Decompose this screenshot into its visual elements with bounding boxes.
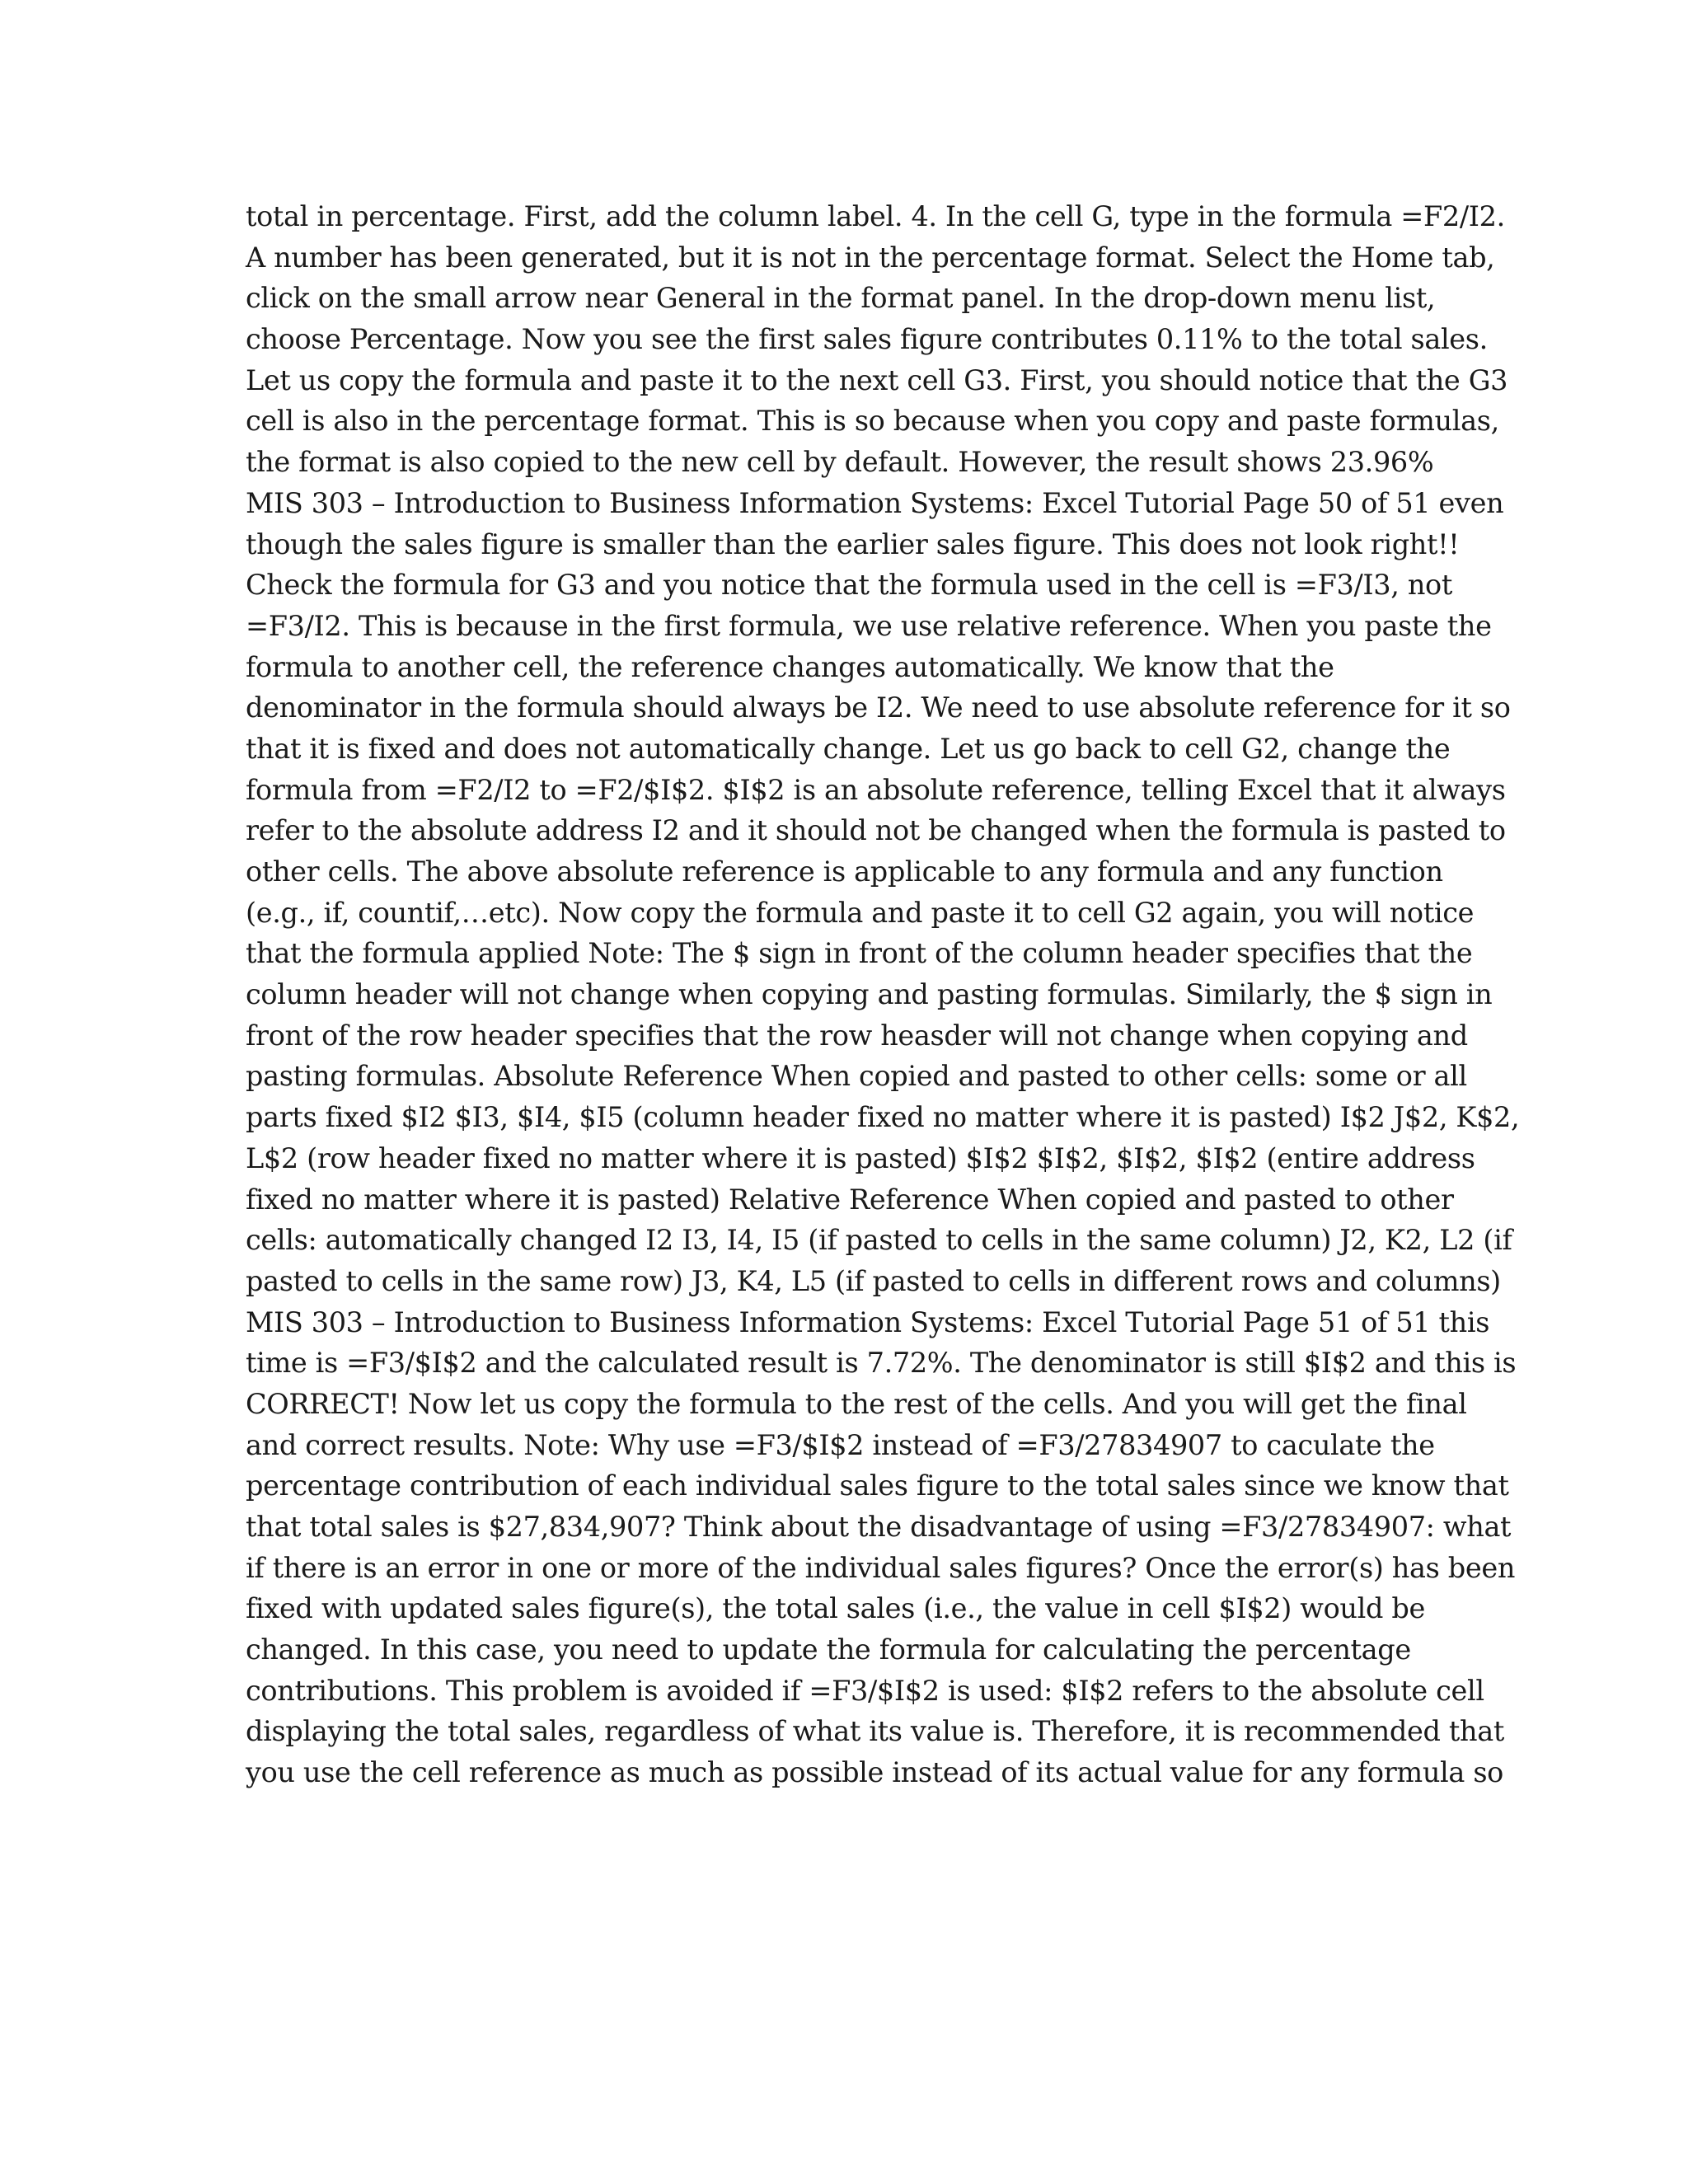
text-line: MIS 303 – Introduction to Business Information Systems: Excel Tutorial Page 50 of 51 even (246, 486, 1504, 519)
text-line: choose Percentage. Now you see the first sales figure contributes 0.11% to the total sales. (246, 323, 1488, 356)
text-line: L$2 (row header fixed no matter where it is pasted) $I$2 $I$2, $I$2, $I$2 (entire address (246, 1141, 1475, 1174)
body-text (246, 196, 1520, 1793)
text-line: (e.g., if, countif,…etc). Now copy the formula and paste it to cell G2 again, you will notice (246, 896, 1475, 929)
text-line: cell is also in the percentage format. This is so because when you copy and paste formulas, (246, 405, 1499, 438)
text-line: if there is an error in one or more of the individual sales figures? Once the error(s) has been (246, 1551, 1516, 1584)
text-line: that the formula applied Note: The $ sign in front of the column header specifies that the (246, 937, 1473, 970)
text-line: denominator in the formula should always be I2. We need to use absolute reference for it so (246, 691, 1511, 724)
text-line: fixed with updated sales figure(s), the total sales (i.e., the value in cell $I$2) would be (246, 1592, 1425, 1625)
text-line: cells: automatically changed I2 I3, I4, I5 (if pasted to cells in the same column) J2, K2, L2 (if (246, 1224, 1512, 1257)
text-line: refer to the absolute address I2 and it should not be changed when the formula is pasted to (246, 814, 1506, 847)
text-line: pasting formulas. Absolute Reference When copied and pasted to other cells: some or all (246, 1060, 1467, 1093)
text-line: that it is fixed and does not automatically change. Let us go back to cell G2, change the (246, 732, 1451, 765)
text-line: Let us copy the formula and paste it to the next cell G3. First, you should notice that the G3 (246, 363, 1508, 396)
text-line: the format is also copied to the new cell by default. However, the result shows 23.96% (246, 446, 1434, 479)
text-line: formula to another cell, the reference changes automatically. We know that the (246, 650, 1334, 683)
text-line: front of the row header specifies that the row heasder will not change when copying and (246, 1019, 1468, 1052)
text-line: total in percentage. First, add the column label. 4. In the cell G, type in the formula =F2/I2. (246, 200, 1505, 232)
text-line: other cells. The above absolute reference is applicable to any formula and any function (246, 855, 1443, 888)
text-line: CORRECT! Now let us copy the formula to the rest of the cells. And you will get the final (246, 1387, 1467, 1420)
text-line: fixed no matter where it is pasted) Relative Reference When copied and pasted to other (246, 1183, 1454, 1216)
text-line: percentage contribution of each individual sales figure to the total sales since we know that (246, 1469, 1509, 1502)
text-line: A number has been generated, but it is not in the percentage format. Select the Home tab, (246, 241, 1495, 274)
text-line: pasted to cells in the same row) J3, K4, L5 (if pasted to cells in different rows and columns) (246, 1264, 1501, 1297)
text-line: displaying the total sales, regardless of what its value is. Therefore, it is recommended that (246, 1715, 1504, 1748)
text-line: parts fixed $I2 $I3, $I4, $I5 (column header fixed no matter where it is pasted) I$2 J$2, K$2, (246, 1101, 1520, 1134)
text-line: click on the small arrow near General in the format panel. In the drop-down menu list, (246, 282, 1436, 315)
text-line: time is =F3/$I$2 and the calculated result is 7.72%. The denominator is still $I$2 and this is (246, 1347, 1517, 1380)
text-line: MIS 303 – Introduction to Business Information Systems: Excel Tutorial Page 51 of 51 this (246, 1305, 1490, 1338)
text-line: and correct results. Note: Why use =F3/$I$2 instead of =F3/27834907 to caculate the (246, 1428, 1435, 1461)
text-line: column header will not change when copying and pasting formulas. Similarly, the $ sign in (246, 978, 1493, 1011)
text-line: =F3/I2. This is because in the first formula, we use relative reference. When you paste the (246, 609, 1492, 642)
text-line: that total sales is $27,834,907? Think about the disadvantage of using =F3/27834907: what (246, 1511, 1512, 1543)
text-line: though the sales figure is smaller than the earlier sales figure. This does not look right!! (246, 527, 1460, 560)
text-line: Check the formula for G3 and you notice that the formula used in the cell is =F3/I3, not (246, 569, 1452, 602)
text-line: you use the cell reference as much as possible instead of its actual value for any formula so (246, 1756, 1504, 1789)
text-line: formula from =F2/I2 to =F2/$I$2. $I$2 is an absolute reference, telling Excel that it always (246, 773, 1506, 806)
text-line: contributions. This problem is avoided if =F3/$I$2 is used: $I$2 refers to the absolute cell (246, 1674, 1484, 1707)
text-line: changed. In this case, you need to update the formula for calculating the percentage (246, 1633, 1411, 1666)
